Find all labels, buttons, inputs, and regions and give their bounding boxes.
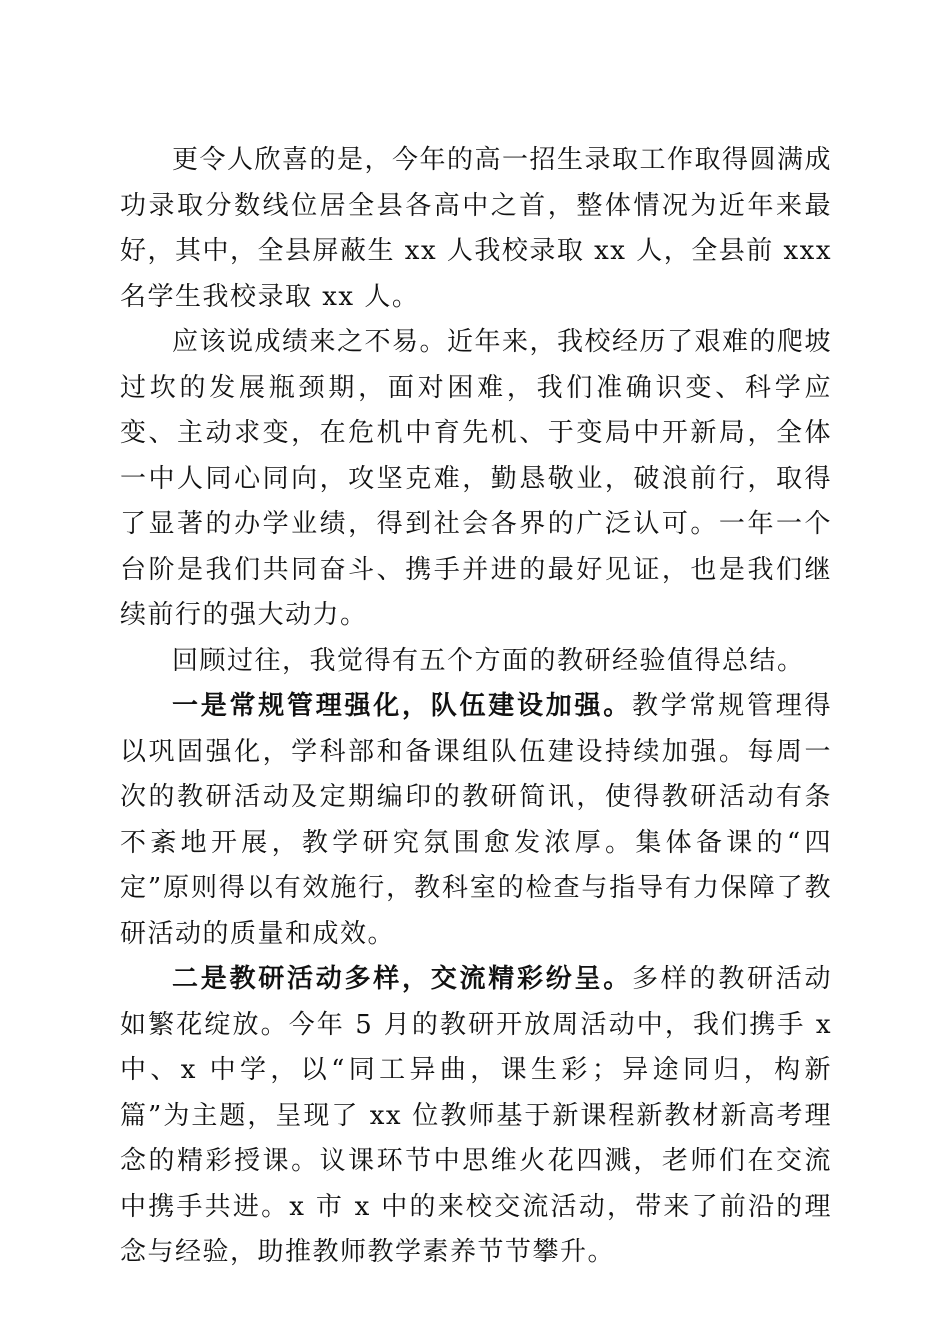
paragraph-lead-heading: 一是常规管理强化，队伍建设加强。 xyxy=(172,691,632,721)
document-body xyxy=(120,138,832,1276)
paragraph-point-one xyxy=(120,684,832,957)
paragraph-point-two xyxy=(120,957,832,1276)
paragraph-text: 更令人欣喜的是，今年的高一招生录取工作取得圆满成功录取分数线位居全县各高中之首，整体情况为近年来最好，其中，全县屏蔽生 xx 人我校录取 xx 人，全县前 xxx 名学生我校录取 xx 人。 xyxy=(120,145,833,312)
paragraph-review-intro xyxy=(120,639,832,685)
paragraph-hard-won-achievements xyxy=(120,320,832,639)
paragraph-text: 多样的教研活动如繁花绽放。今年 5 月的教研开放周活动中，我们携手 x 中、x 中学，以“同工异曲，课生彩；异途同归，构新篇”为主题，呈现了 xx 位教师基于新课程新教材新高考理念的精彩授课。议课环节中思维火花四溅，老师们在交流中携手共进。x 市 x 中的来校交流活动，带来了前沿的理念与经验，助推教师教学素养节节攀升。 xyxy=(120,964,832,1267)
paragraph-text: 教学常规管理得以巩固强化，学科部和备课组队伍建设持续加强。每周一次的教研活动及定期编印的教研简讯，使得教研活动有条不紊地开展，教学研究氛围愈发浓厚。集体备课的“四定”原则得以有效施行，教科室的检查与指导有力保障了教研活动的质量和成效。 xyxy=(120,691,832,949)
paragraph-lead-heading: 二是教研活动多样，交流精彩纷呈。 xyxy=(172,964,632,994)
paragraph-text: 回顾过往，我觉得有五个方面的教研经验值得总结。 xyxy=(172,645,805,676)
paragraph-admission-results xyxy=(120,138,832,320)
paragraph-text: 应该说成绩来之不易。近年来，我校经历了艰难的爬坡过坎的发展瓶颈期，面对困难，我们准确识变、科学应变、主动求变，在危机中育先机、于变局中开新局，全体一中人同心同向，攻坚克难，勤恳敬业，破浪前行，取得了显著的办学业绩，得到社会各界的广泛认可。一年一个台阶是我们共同奋斗、携手并进的最好见证，也是我们继续前行的强大动力。 xyxy=(120,327,833,630)
